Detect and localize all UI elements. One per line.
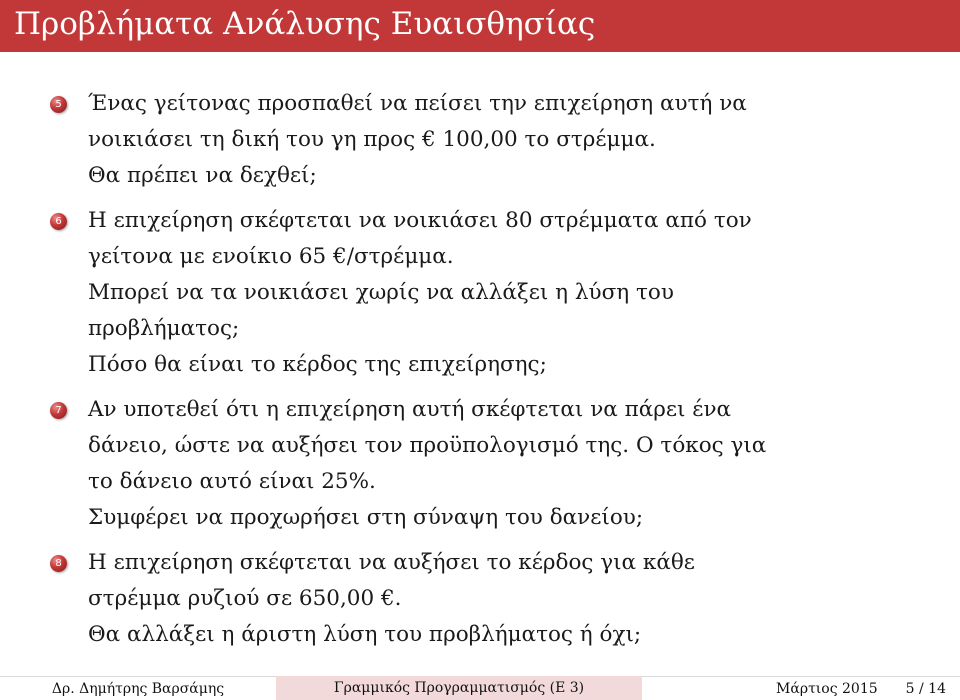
slide-footer — [0, 676, 960, 700]
slide-title-bar — [0, 0, 960, 52]
item-text-line: Η επιχείρηση σκέφτεται να νοικιάσει 80 στρέμματα από τον — [88, 208, 752, 233]
item-text-line: Αν υποτεθεί ότι η επιχείρηση αυτή σκέφτεται να πάρει ένα — [88, 397, 732, 422]
item-text-line: Η επιχείρηση σκέφτεται να αυξήσει το κέρδος για κάθε — [88, 550, 695, 575]
page-number: 5 / 14 — [905, 681, 946, 697]
item-text-line: στρέμμα ρυζιού σε 650,00 €. — [88, 586, 402, 611]
list-item — [48, 545, 928, 653]
item-text-line: Μπορεί να τα νοικιάσει χωρίς να αλλάξει η λύση του — [88, 280, 674, 305]
item-text-line: νοικιάσει τη δική του γη προς € 100,00 το στρέμμα. — [88, 127, 656, 152]
item-text-line: Ένας γείτονας προσπαθεί να πείσει την επιχείρηση αυτή να — [88, 91, 747, 116]
list-item — [48, 392, 928, 536]
item-text-line: Θα πρέπει να δεχθεί; — [88, 163, 317, 188]
item-text-line: Πόσο θα είναι το κέρδος της επιχείρησης; — [88, 352, 547, 377]
footer-date: Μάρτιος 2015 — [776, 681, 878, 697]
item-text-line: Συμφέρει να προχωρήσει στη σύναψη του δανείου; — [88, 505, 644, 530]
list-item — [48, 203, 928, 383]
item-text-line: το δάνειο αυτό είναι 25%. — [88, 469, 376, 494]
footer-course: Γραμμικός Προγραμματισμός (Ε 3) — [276, 676, 642, 700]
numbered-ball-icon: 5 — [50, 96, 67, 113]
item-text-line: Θα αλλάξει η άριστη λύση του προβλήματος ή όχι; — [88, 622, 642, 647]
enumerated-list — [48, 86, 928, 662]
list-item — [48, 86, 928, 194]
slide-title: Προβλήματα Ανάλυσης Ευαισθησίας — [14, 6, 596, 42]
item-text-line: δάνειο, ώστε να αυξήσει τον προϋπολογισμό της. Ο τόκος για — [88, 433, 767, 458]
item-text-line: προβλήματος; — [88, 316, 240, 341]
footer-date-page — [642, 676, 960, 700]
numbered-ball-icon: 8 — [50, 555, 67, 572]
numbered-ball-icon: 6 — [50, 213, 67, 230]
numbered-ball-icon: 7 — [50, 402, 67, 419]
item-text-line: γείτονα με ενοίκιο 65 €/στρέμμα. — [88, 244, 454, 269]
footer-author: Δρ. Δημήτρης Βαρσάμης — [0, 676, 276, 700]
